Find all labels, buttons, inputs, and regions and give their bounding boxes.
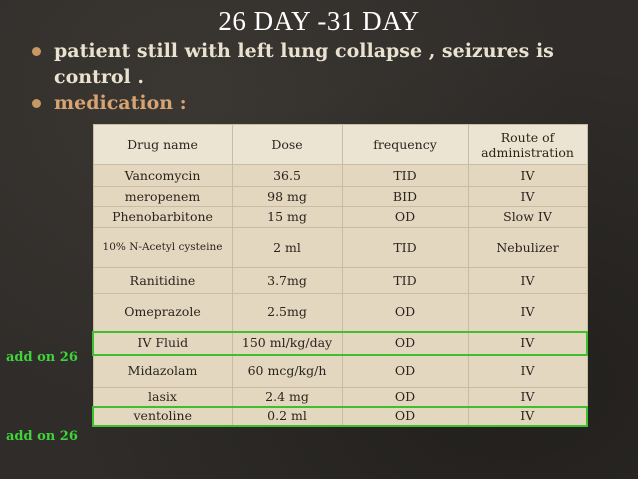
table-row	[93, 294, 587, 332]
cell-route: IV	[468, 165, 587, 187]
cell-frequency: TID	[342, 268, 468, 294]
slide-title: 26 DAY -31 DAY	[218, 6, 420, 36]
cell-dose: 36.5	[232, 165, 342, 187]
cell-dose: 150 ml/kg/day	[232, 332, 342, 355]
cell-frequency: OD	[342, 294, 468, 332]
cell-drug: 10% N-Acetyl cysteine	[93, 228, 232, 268]
cell-dose: 2 ml	[232, 228, 342, 268]
table-row	[93, 268, 587, 294]
cell-route: IV	[468, 187, 587, 207]
bullet-status	[30, 38, 630, 90]
cell-drug: IV Fluid	[93, 332, 232, 355]
cell-route: Nebulizer	[468, 228, 587, 268]
header-dose: Dose	[232, 125, 342, 165]
table-row	[93, 165, 587, 187]
cell-drug: Phenobarbitone	[93, 207, 232, 228]
cell-drug: Omeprazole	[93, 294, 232, 332]
table-row	[93, 187, 587, 207]
add-on-note-iv-fluid: add on 26	[6, 350, 78, 365]
bullet-medication	[30, 90, 630, 116]
cell-route: Slow IV	[468, 207, 587, 228]
cell-drug: Vancomycin	[93, 165, 232, 187]
bullet-status-text: patient still with left lung collapse , seizures is control .	[54, 40, 554, 88]
cell-dose: 60 mcg/kg/h	[232, 355, 342, 388]
cell-drug: ventoline	[93, 407, 232, 426]
add-on-note-ventoline: add on 26	[6, 429, 78, 444]
cell-frequency: OD	[342, 407, 468, 426]
header-route: Route of administration	[468, 125, 587, 165]
cell-route: IV	[468, 388, 587, 407]
cell-dose: 2.4 mg	[232, 388, 342, 407]
cell-dose: 3.7mg	[232, 268, 342, 294]
header-drug-name: Drug name	[93, 125, 232, 165]
cell-route: IV	[468, 407, 587, 426]
cell-route: IV	[468, 355, 587, 388]
cell-frequency: OD	[342, 207, 468, 228]
bullet-dot-icon	[32, 47, 41, 56]
table-row-highlighted	[93, 407, 587, 426]
cell-route: IV	[468, 294, 587, 332]
table-row-highlighted	[93, 332, 587, 355]
table-row	[93, 228, 587, 268]
bullet-medication-text: medication :	[54, 92, 187, 114]
table-row	[93, 355, 587, 388]
cell-dose: 15 mg	[232, 207, 342, 228]
table-row	[93, 207, 587, 228]
cell-dose: 98 mg	[232, 187, 342, 207]
bullet-dot-icon	[32, 99, 41, 108]
header-frequency: frequency	[342, 125, 468, 165]
table-row	[93, 388, 587, 407]
cell-drug: Midazolam	[93, 355, 232, 388]
cell-route: IV	[468, 332, 587, 355]
cell-frequency: OD	[342, 332, 468, 355]
cell-frequency: TID	[342, 228, 468, 268]
cell-route: IV	[468, 268, 587, 294]
table-header-row	[93, 125, 587, 165]
cell-dose: 0.2 ml	[232, 407, 342, 426]
cell-frequency: TID	[342, 165, 468, 187]
cell-frequency: OD	[342, 355, 468, 388]
cell-frequency: OD	[342, 388, 468, 407]
medication-table	[92, 124, 588, 427]
cell-frequency: BID	[342, 187, 468, 207]
cell-drug: lasix	[93, 388, 232, 407]
cell-drug: Ranitidine	[93, 268, 232, 294]
bullet-list	[30, 38, 630, 116]
cell-drug: meropenem	[93, 187, 232, 207]
cell-dose: 2.5mg	[232, 294, 342, 332]
